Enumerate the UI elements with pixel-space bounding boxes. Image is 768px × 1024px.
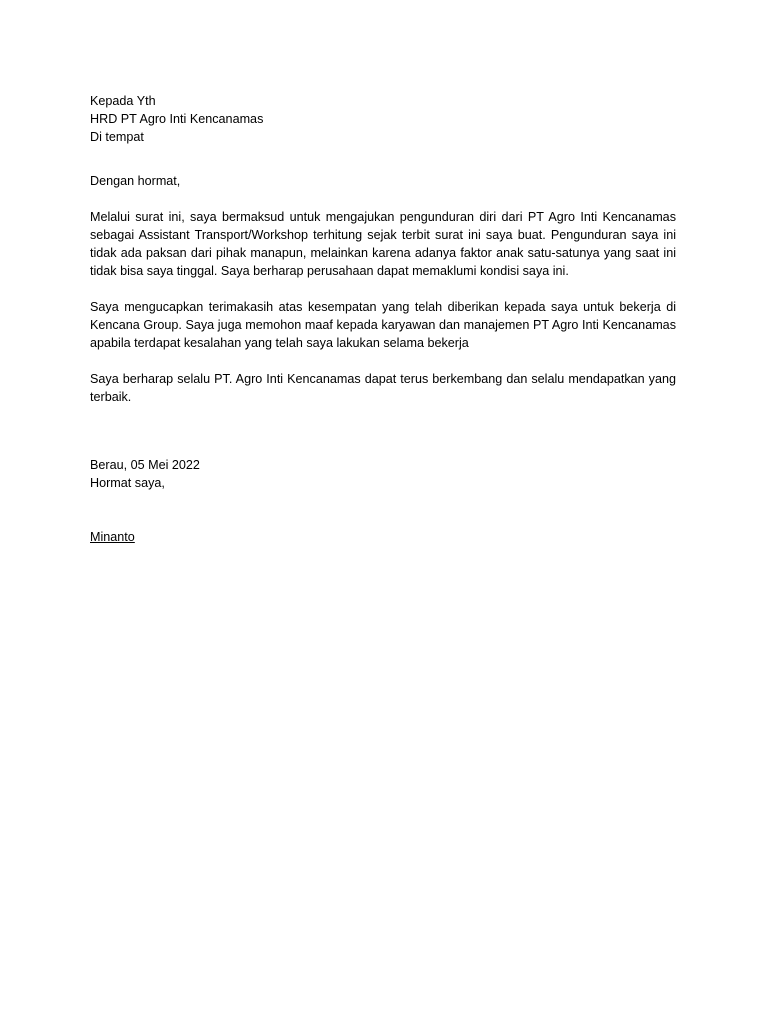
- closing-phrase: Hormat saya,: [90, 476, 165, 490]
- recipient-line-1: Kepada Yth: [90, 94, 156, 108]
- closing-block: [90, 456, 676, 492]
- salutation: Dengan hormat,: [90, 174, 181, 188]
- signatory-name: Minanto: [90, 530, 135, 544]
- body-paragraph-2: Saya mengucapkan terimakasih atas kesempatan yang telah diberikan kepada saya untuk bekerja di Kencana Group. Saya juga memohon maaf kepada karyawan dan manajemen PT Agro Inti Kencanamas apabila terdapat kesalahan yang telah saya lakukan selama bekerja: [90, 300, 676, 350]
- letter-page: [90, 92, 676, 546]
- recipient-line-2: HRD PT Agro Inti Kencanamas: [90, 112, 264, 126]
- recipient-line-3: Di tempat: [90, 130, 144, 144]
- place-date: Berau, 05 Mei 2022: [90, 458, 200, 472]
- recipient-block: [90, 92, 676, 146]
- body-paragraph-1: Melalui surat ini, saya bermaksud untuk mengajukan pengunduran diri dari PT Agro Inti Kencanamas sebagai Assistant Transport/Workshop terhitung sejak terbit surat ini saya buat. Pengunduran saya ini tidak ada paksan dari pihak manapun, melainkan karena adanya faktor anak satu-satunya yang saat ini tidak bisa saya tinggal. Saya berharap perusahaan dapat memaklumi kondisi saya ini.: [90, 210, 676, 278]
- body-paragraph-3: Saya berharap selalu PT. Agro Inti Kencanamas dapat terus berkembang dan selalu mendapatkan yang terbaik.: [90, 372, 676, 404]
